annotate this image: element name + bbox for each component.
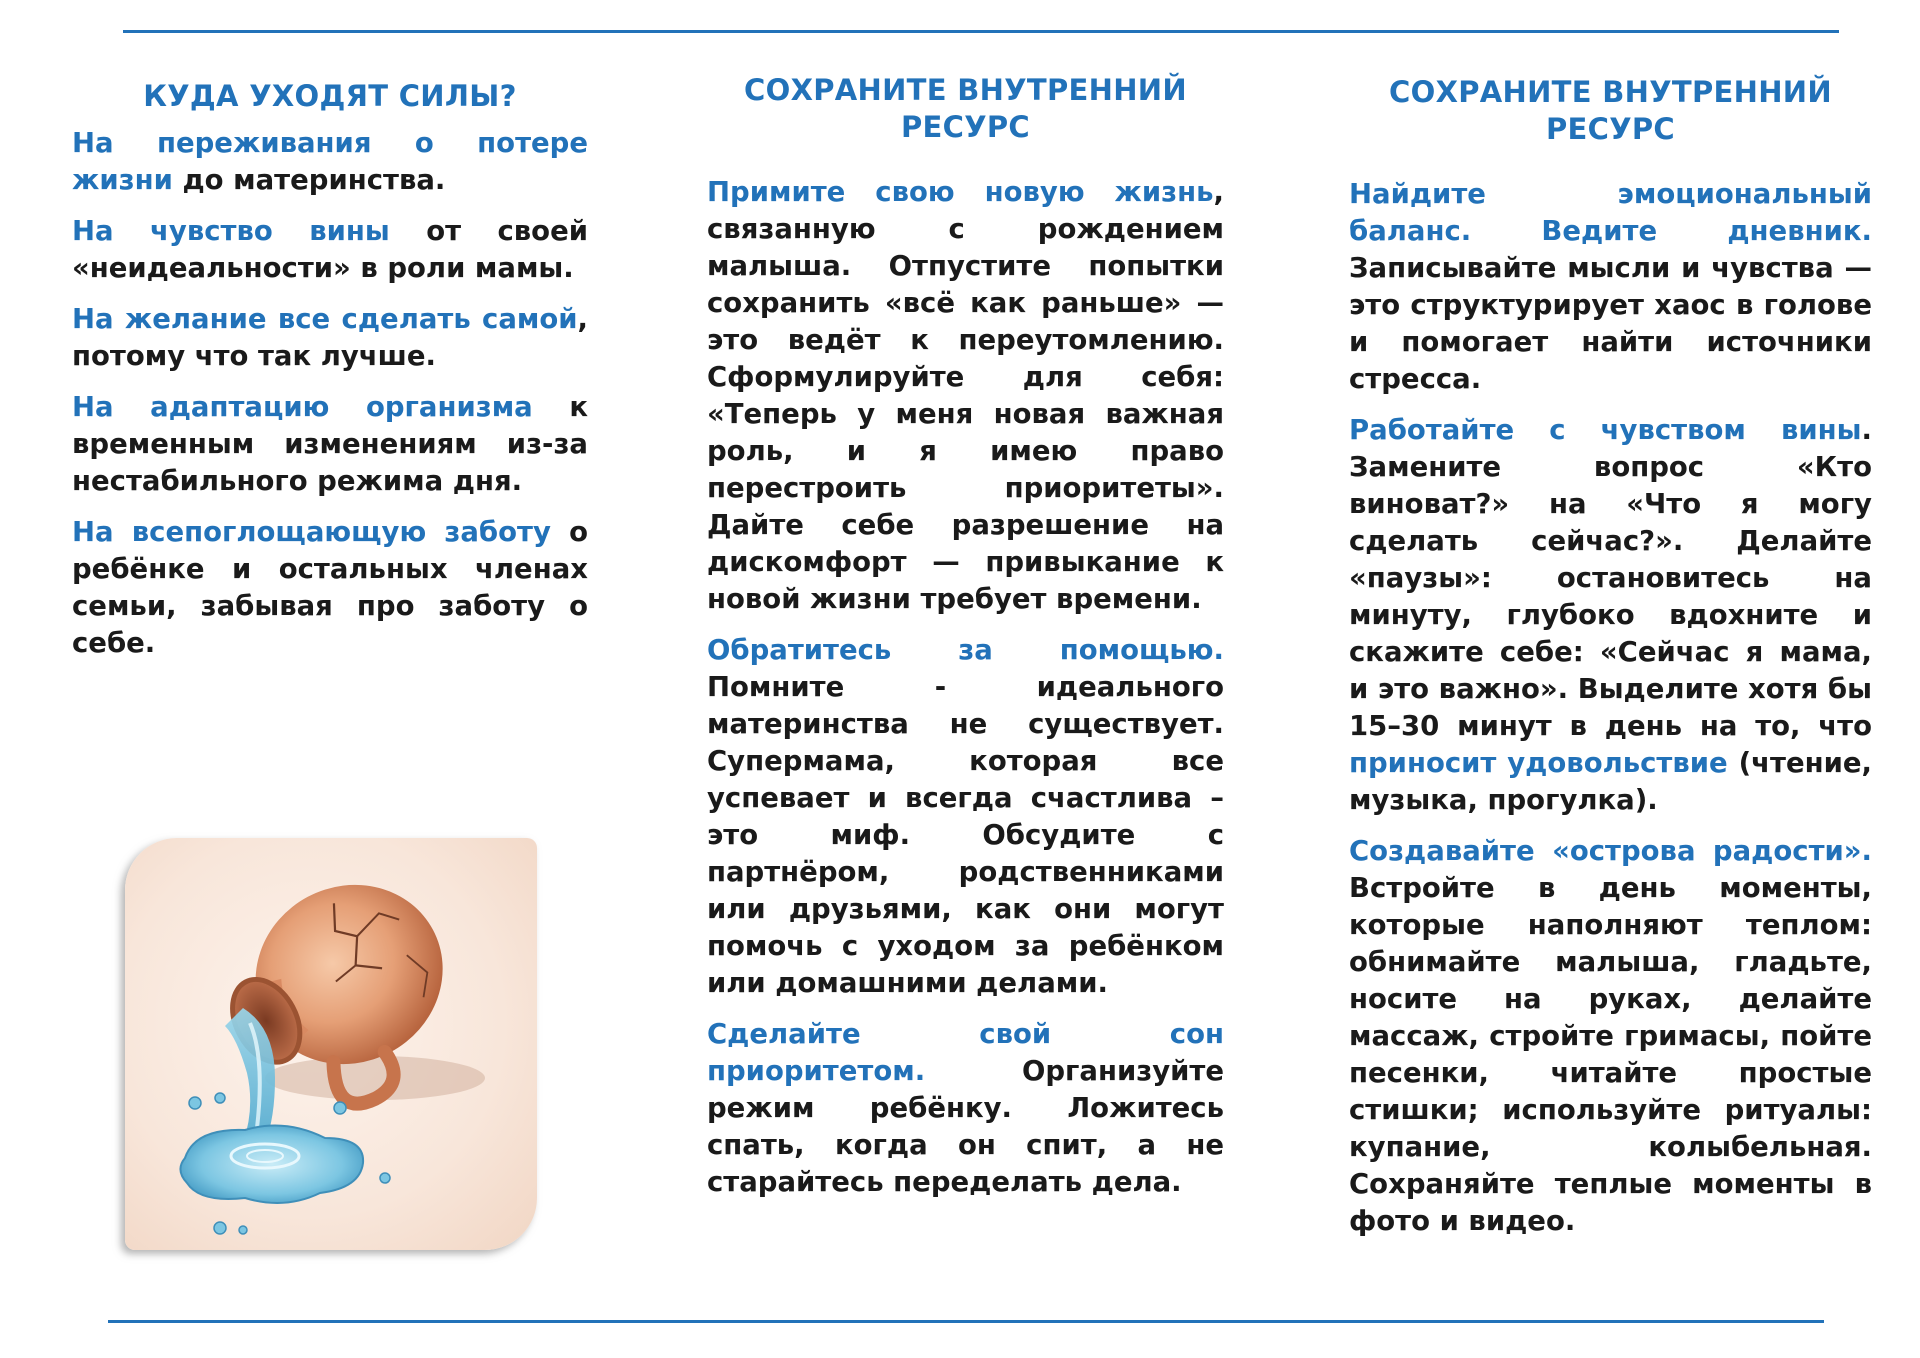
energy-item-3 xyxy=(72,301,588,375)
tip-emotional-balance xyxy=(1349,176,1872,398)
column-save-resource-1 xyxy=(707,72,1224,1215)
energy-item-3-lead: На желание все сделать самой xyxy=(72,303,578,335)
column-3-heading: СОХРАНИТЕ ВНУТРЕННИЙ РЕСУРС xyxy=(1389,75,1832,146)
tip-guilt xyxy=(1349,412,1872,819)
energy-item-2-text: от своей «неидеальности» в роли мамы. xyxy=(72,215,588,284)
tip-ask-for-help xyxy=(707,632,1224,1002)
tip-islands-of-joy xyxy=(1349,833,1872,1240)
energy-item-1-lead: На переживания о потере жизни xyxy=(72,127,588,196)
energy-item-5-text: о ребёнке и остальных членах семьи, забывая про заботу о себе. xyxy=(72,516,588,659)
energy-item-1 xyxy=(72,125,588,199)
energy-item-1-text: до материнства. xyxy=(172,164,446,196)
energy-item-4-text: к временным изменениям из-за нестабильного режима дня. xyxy=(72,391,588,497)
tip-accept-new-life-text: , связанную с рождением малыша. Отпустите попытки сохранить «всё как раньше» — это ведёт к переутомлению. Сформулируйте для себя: «Теперь у меня новая важная роль, и я имею право перестроить приоритеты». Дайте себе разрешение на дискомфорт — привыкание к новой жизни требует времени. xyxy=(707,176,1224,615)
column-save-resource-2 xyxy=(1349,74,1872,1254)
energy-item-2-lead: На чувство вины xyxy=(72,215,390,247)
column-2-heading: СОХРАНИТЕ ВНУТРЕННИЙ РЕСУРС xyxy=(744,73,1187,144)
tip-ask-for-help-lead: Обратитесь за помощью. xyxy=(707,634,1224,666)
top-divider xyxy=(123,30,1839,33)
bottom-divider xyxy=(108,1320,1824,1323)
energy-item-5-lead: На всепоглощающую заботу xyxy=(72,516,551,548)
energy-item-3-text: , потому что так лучше. xyxy=(72,303,588,372)
energy-item-4 xyxy=(72,389,588,500)
energy-item-5 xyxy=(72,514,588,662)
tip-guilt-tail: (чтение, музыка, прогулка). xyxy=(1349,747,1872,816)
tip-ask-for-help-text: Помните - идеального материнства не существует. Супермама, которая все успевает и всегда счастлива – это миф. Обсудите с партнёром, родственниками или друзьями, как они могут помочь с уходом за ребёнком или домашними делами. xyxy=(707,671,1224,999)
tip-guilt-lead: Работайте с чувством вины xyxy=(1349,414,1862,446)
tip-islands-of-joy-text: Встройте в день моменты, которые наполняют теплом: обнимайте малыша, гладьте, носите на руках, делайте массаж, стройте гримасы, пойте песенки, читайте простые стишки; используйте ритуалы: купание, колыбельная. Сохраняйте теплые моменты в фото и видео. xyxy=(1349,872,1872,1237)
column-where-energy-goes xyxy=(72,78,588,676)
energy-item-2 xyxy=(72,213,588,287)
tip-guilt-text: . Замените вопрос «Кто виноват?» на «Что я могу сделать сейчас?». Делайте «паузы»: остановитесь на минуту, глубоко вдохните и скажите себе: «Сейчас я мама, и это важно». Выделите хотя бы 15–30 минут в день на то, что xyxy=(1349,414,1872,742)
tip-guilt-highlight: приносит удовольствие xyxy=(1349,747,1728,779)
column-1-heading: КУДА УХОДЯТ СИЛЫ? xyxy=(143,79,517,113)
energy-item-4-lead: На адаптацию организма xyxy=(72,391,533,423)
tip-accept-new-life xyxy=(707,174,1224,618)
tip-islands-of-joy-lead: Создавайте «острова радости». xyxy=(1349,835,1872,867)
tip-prioritize-sleep-lead: Сделайте свой сон приоритетом. xyxy=(707,1018,1224,1087)
tip-emotional-balance-text: Записывайте мысли и чувства — это структурирует хаос в голове и помогает найти источники стресса. xyxy=(1349,252,1872,395)
tip-prioritize-sleep xyxy=(707,1016,1224,1201)
tip-accept-new-life-lead: Примите свою новую жизнь xyxy=(707,176,1214,208)
tip-prioritize-sleep-text: Организуйте режим ребёнку. Ложитесь спать, когда он спит, а не старайтесь переделать дела. xyxy=(707,1055,1224,1198)
tip-emotional-balance-lead: Найдите эмоциональный баланс. Ведите дневник. xyxy=(1349,178,1872,247)
cracked-jug-spilling-water-icon xyxy=(125,838,537,1250)
